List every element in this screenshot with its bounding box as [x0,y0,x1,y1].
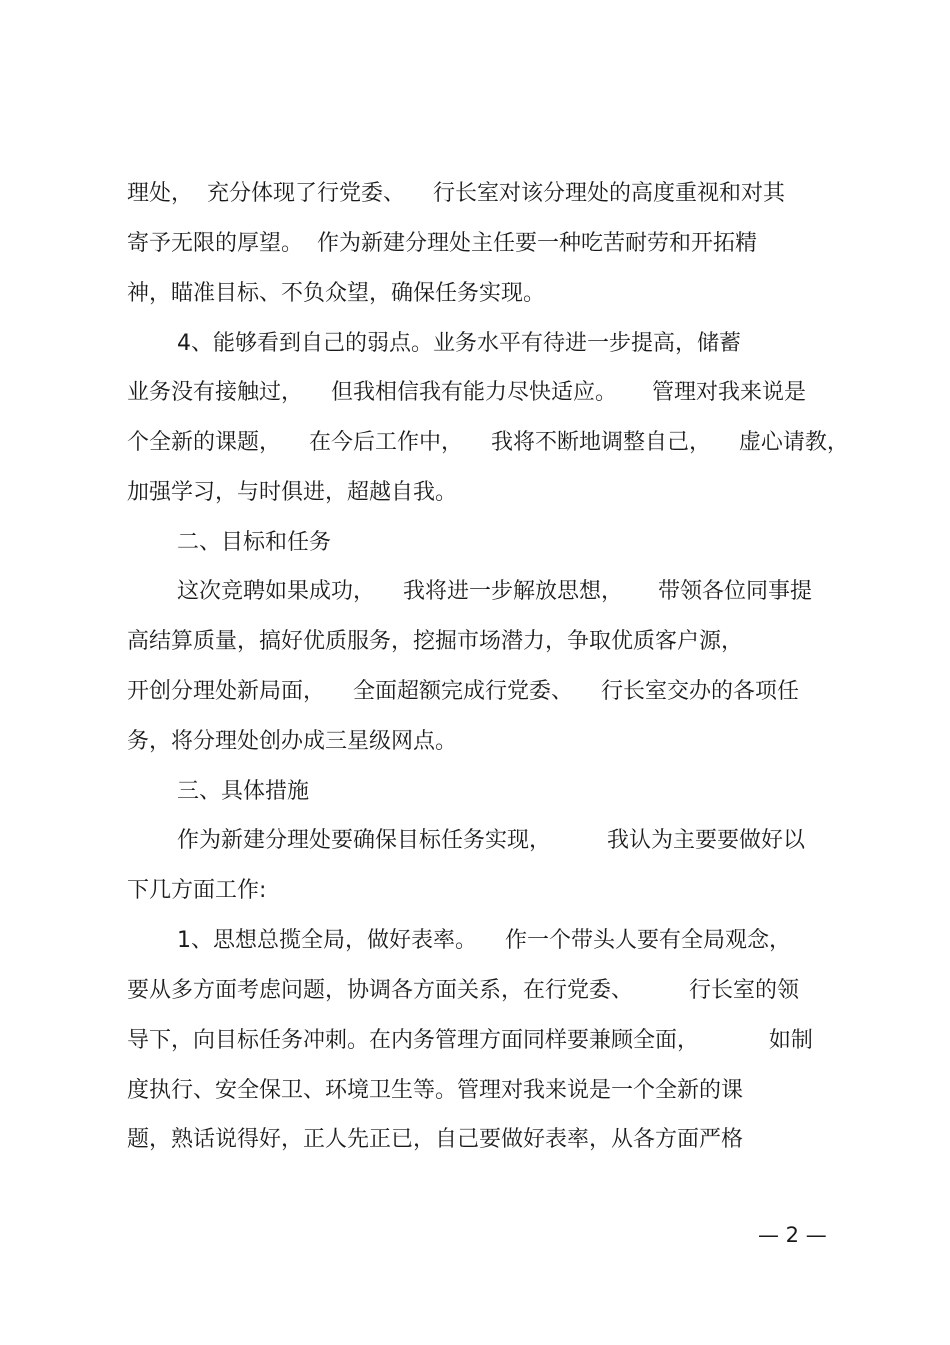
page-number: — 2 — [758,1223,827,1247]
text-line-3: 神，瞄准目标、不负众望，确保任务实现。 [127,281,546,306]
text-line-7: 加强学习，与时俱进，超越自我。 [127,480,458,505]
text-line-20: 题，熟话说得好，正人先正已，自己要做好表率，从各方面严格 [127,1127,744,1152]
text-line-5: 业务没有接触过， 但我相信我有能力尽快适应。 管理对我来说是 [127,380,806,405]
text-line-15: 下几方面工作: [127,878,267,903]
text-line-14: 作为新建分理处要确保目标任务实现， 我认为主要要做好以 [177,828,805,853]
text-line-16: 1、思想总揽全局，做好表率。 作一个带头人要有全局观念， [177,928,791,953]
section-heading-2: 二、目标和任务 [177,530,332,555]
text-line-10: 高结算质量，搞好优质服务，挖掘市场潜力，争取优质客户源， [127,629,744,654]
text-line-12: 务，将分理处创办成三星级网点。 [127,729,458,754]
text-line-4: 4、能够看到自己的弱点。业务水平有待进一步提高，储蓄 [177,331,741,356]
section-heading-3: 三、具体措施 [177,779,310,804]
text-line-11: 开创分理处新局面， 全面超额完成行党委、 行长室交办的各项任 [127,679,799,704]
text-line-2: 寄予无限的厚望。 作为新建分理处主任要一种吃苦耐劳和开拓精 [127,231,757,256]
text-line-6: 个全新的课题， 在今后工作中， 我将不断地调整自己， 虚心请教， [127,430,849,455]
text-line-1: 理处， 充分体现了行党委、 行长室对该分理处的高度重视和对其 [127,181,785,206]
text-line-17: 要从多方面考虑问题，协调各方面关系，在行党委、 行长室的领 [127,978,799,1003]
text-line-18: 导下，向目标任务冲刺。在内务管理方面同样要兼顾全面， 如制 [127,1028,813,1053]
text-line-19: 度执行、安全保卫、环境卫生等。管理对我来说是一个全新的课 [127,1078,744,1103]
text-line-9: 这次竞聘如果成功， 我将进一步解放思想， 带领各位同事提 [177,579,812,604]
